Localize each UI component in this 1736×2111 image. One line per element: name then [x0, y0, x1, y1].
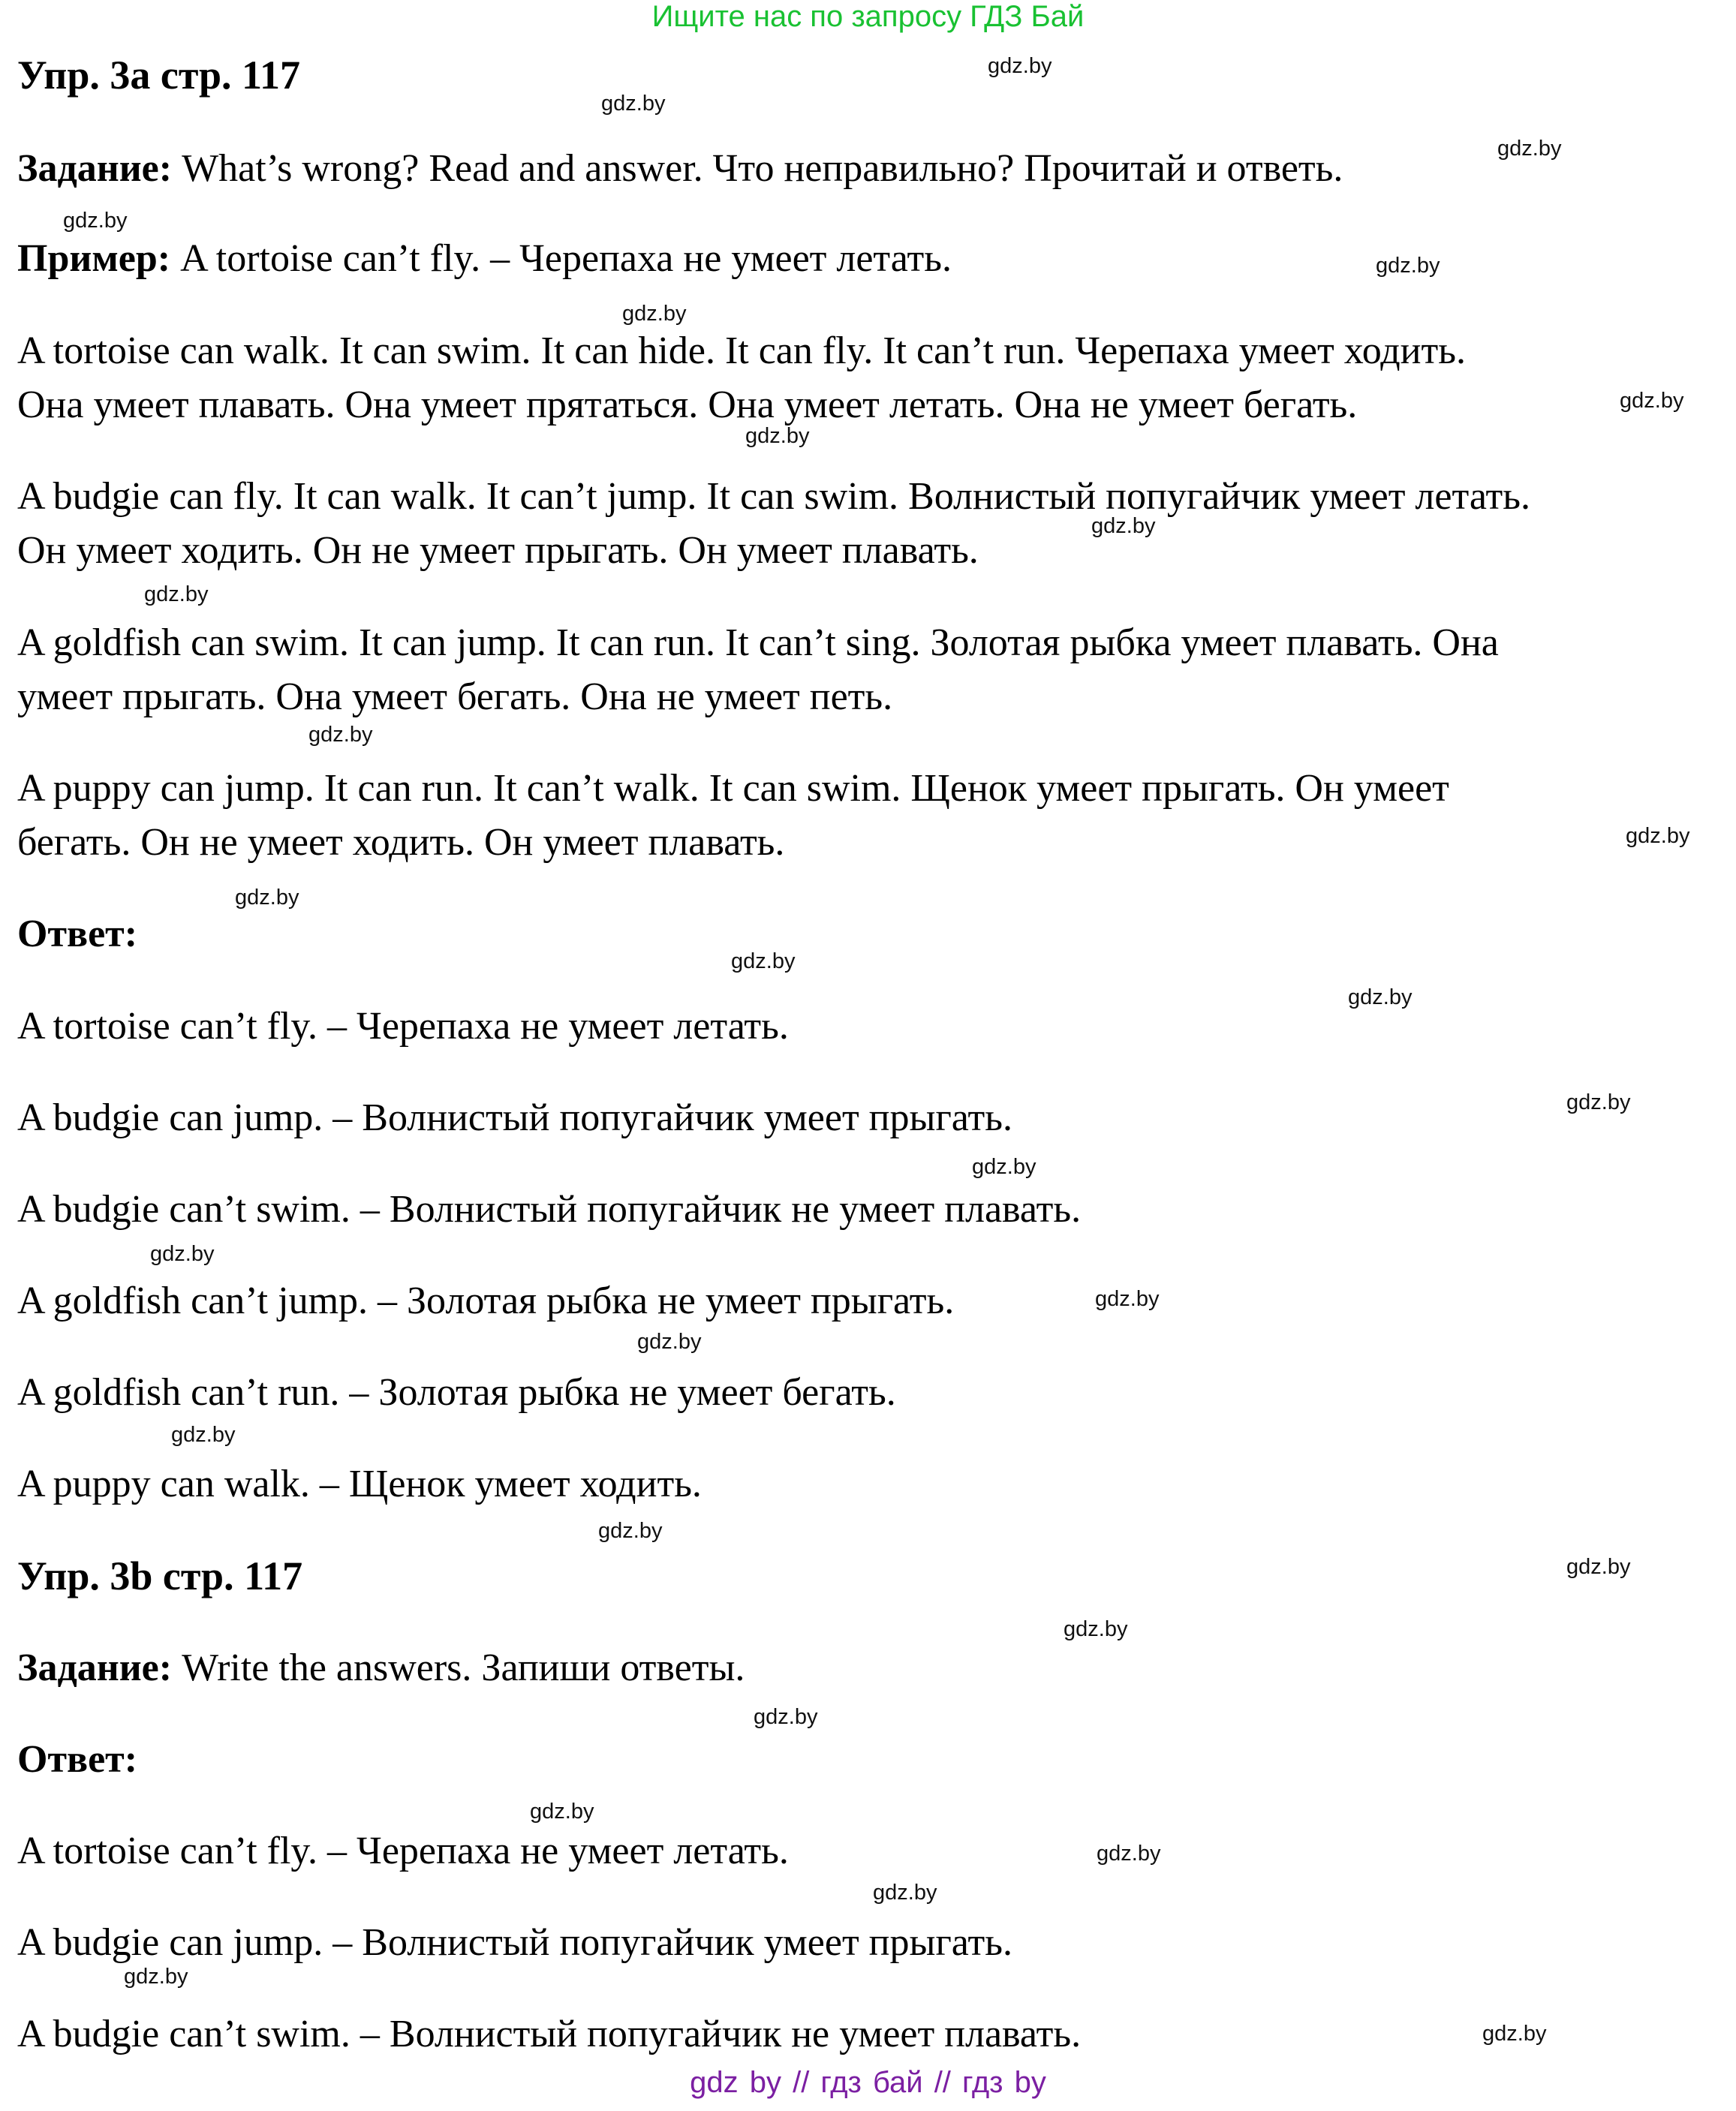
answer-label: Ответ: [17, 1738, 138, 1781]
watermark: gdz.by [873, 1881, 937, 1905]
watermark: gdz.by [637, 1330, 702, 1354]
watermark: gdz.by [601, 92, 666, 116]
watermark: gdz.by [235, 886, 299, 910]
watermark: gdz.by [1376, 254, 1440, 278]
paragraph-line: A goldfish can swim. It can jump. It can run. It can’t sing. Золотая рыбка умеет плавать. Она [17, 621, 1499, 664]
answer-label: Ответ: [17, 913, 138, 955]
exercise-3a-task [17, 146, 1343, 191]
task-label: Задание: [17, 147, 173, 190]
task-text: What’s wrong? Read and answer. Что неправильно? Прочитай и ответь. [172, 147, 1343, 190]
watermark: gdz.by [1566, 1555, 1631, 1579]
paragraph-line: Он умеет ходить. Он не умеет прыгать. Он умеет плавать. [17, 529, 979, 572]
answer-line: A budgie can’t swim. – Волнистый попугайчик не умеет плавать. [17, 1188, 1082, 1231]
footer-links[interactable]: gdz by // гдз бай // гдз by [690, 2066, 1046, 2099]
paragraph-line: A puppy can jump. It can run. It can’t walk. It can swim. Щенок умеет прыгать. Он умеет [17, 767, 1449, 810]
watermark: gdz.by [150, 1242, 215, 1266]
paragraph-line: A tortoise can walk. It can swim. It can hide. It can fly. It can’t run. Черепаха умеет ходить. [17, 329, 1466, 372]
watermark: gdz.by [1097, 1842, 1161, 1866]
example-label: Пример: [17, 237, 171, 280]
watermark: gdz.by [1620, 389, 1684, 413]
answer-line: A budgie can jump. – Волнистый попугайчик умеет прыгать. [17, 1921, 1012, 1964]
watermark: gdz.by [972, 1155, 1036, 1179]
watermark: gdz.by [1482, 2022, 1547, 2046]
watermark: gdz.by [1348, 985, 1413, 1009]
task-text: Write the answers. Запиши ответы. [172, 1646, 745, 1689]
watermark: gdz.by [988, 54, 1052, 78]
watermark: gdz.by [1095, 1287, 1160, 1311]
answer-line: A goldfish can’t jump. – Золотая рыбка не умеет прыгать. [17, 1280, 955, 1322]
task-label: Задание: [17, 1646, 173, 1689]
watermark: gdz.by [598, 1519, 663, 1543]
promo-banner[interactable]: Ищите нас по запросу ГДЗ Бай [651, 0, 1085, 33]
watermark: gdz.by [1566, 1090, 1631, 1114]
paragraph-line: Она умеет плавать. Она умеет прятаться. Она умеет летать. Она не умеет бегать. [17, 383, 1358, 426]
answer-line: A goldfish can’t run. – Золотая рыбка не умеет бегать. [17, 1371, 896, 1414]
paragraph-line: A budgie can fly. It can walk. It can’t jump. It can swim. Волнистый попугайчик умеет летать. [17, 475, 1530, 518]
watermark: gdz.by [63, 209, 128, 233]
watermark: gdz.by [745, 424, 810, 448]
watermark: gdz.by [144, 582, 209, 606]
paragraph-line: бегать. Он не умеет ходить. Он умеет плавать. [17, 821, 785, 864]
watermark: gdz.by [754, 1705, 818, 1729]
watermark: gdz.by [1626, 824, 1690, 848]
answer-line: A tortoise can’t fly. – Черепаха не умеет летать. [17, 1830, 789, 1872]
exercise-3a-example [17, 236, 952, 281]
watermark: gdz.by [731, 949, 796, 973]
answer-line: A tortoise can’t fly. – Черепаха не умеет летать. [17, 1005, 789, 1048]
paragraph-line: умеет прыгать. Она умеет бегать. Она не умеет петь. [17, 675, 893, 718]
answer-line: A budgie can’t swim. – Волнистый попугайчик не умеет плавать. [17, 2013, 1082, 2055]
watermark: gdz.by [124, 1965, 188, 1989]
watermark: gdz.by [1064, 1617, 1128, 1641]
example-text: A tortoise can’t fly. – Черепаха не умеет летать. [170, 237, 952, 280]
watermark: gdz.by [622, 302, 687, 326]
watermark: gdz.by [1497, 137, 1562, 161]
exercise-3a-heading: Упр. 3a стр. 117 [17, 53, 301, 98]
watermark: gdz.by [171, 1423, 236, 1447]
answer-line: A puppy can walk. – Щенок умеет ходить. [17, 1463, 702, 1505]
watermark: gdz.by [308, 723, 373, 747]
exercise-3b-heading: Упр. 3b стр. 117 [17, 1553, 303, 1598]
watermark: gdz.by [530, 1800, 594, 1824]
watermark: gdz.by [1091, 514, 1156, 538]
exercise-3b-task [17, 1646, 745, 1691]
answer-line: A budgie can jump. – Волнистый попугайчик умеет прыгать. [17, 1096, 1012, 1139]
